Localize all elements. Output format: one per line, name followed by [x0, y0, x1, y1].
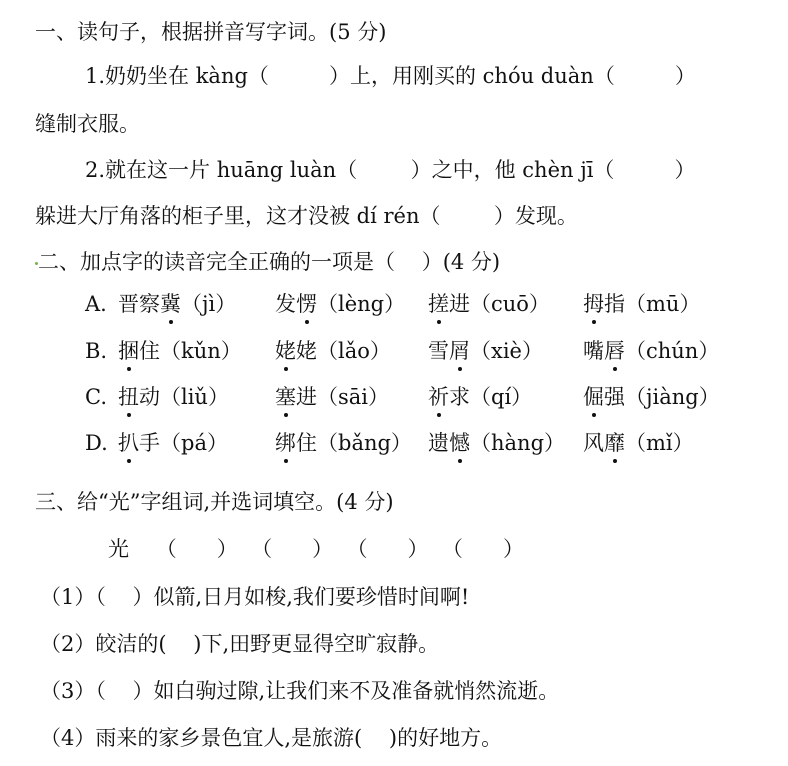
pinyin: （pá）	[160, 431, 228, 455]
option-word	[118, 429, 228, 457]
pinyin: （chún）	[625, 339, 720, 363]
dotted-character: 唇	[604, 339, 625, 363]
word-part: 晋察	[118, 292, 160, 316]
option-word	[583, 429, 694, 457]
question-2-line-1: 2.就在这一片 huāng luàn（ ）之中，他 chèn jī（ ）	[85, 158, 696, 182]
option-word	[275, 383, 389, 411]
option-word	[428, 337, 543, 365]
pinyin: （liǔ）	[160, 385, 229, 409]
question-2-line-2: 躲进大厅角落的柜子里，这才没被 dí rén（ ）发现。	[35, 204, 578, 228]
option-word	[583, 337, 719, 365]
dotted-character: 愣	[296, 292, 317, 316]
word-part: 进	[449, 292, 470, 316]
section-1-title: 一、读句子，根据拼音写字词。(5 分)	[35, 20, 387, 44]
dotted-character: 靡	[604, 431, 625, 455]
word-part: 发	[275, 292, 296, 316]
pinyin: （mū）	[625, 292, 701, 316]
pinyin: （lǎo）	[317, 339, 391, 363]
dotted-character: 祈	[428, 385, 449, 409]
pinyin: （xiè）	[470, 339, 543, 363]
fill-question-1: （1）（ ）似箭,日月如梭,我们要珍惜时间啊!	[40, 585, 470, 609]
option-word	[583, 290, 700, 318]
option-d-label: D.	[85, 431, 108, 455]
dotted-character: 姥	[275, 339, 296, 363]
option-word	[118, 290, 236, 318]
dotted-character: 绑	[275, 431, 296, 455]
word-part: 动	[139, 385, 160, 409]
dotted-character: 拇	[583, 292, 604, 316]
pinyin: （jiàng）	[625, 385, 720, 409]
word-part: 遗	[428, 431, 449, 455]
word-part: 住	[139, 339, 160, 363]
dotted-character: 憾	[449, 431, 470, 455]
option-word	[428, 429, 565, 457]
dotted-character: 扭	[118, 385, 139, 409]
word-part: 雪	[428, 339, 449, 363]
section-3-title: 三、给“光”字组词,并选词填空。(4 分)	[35, 490, 394, 514]
option-c-label: C.	[85, 385, 107, 409]
pinyin: （mǐ）	[625, 431, 694, 455]
question-1-line-1: 1.奶奶坐在 kàng（ ）上，用刚买的 chóu duàn（ ）	[85, 64, 696, 88]
word-part: 进	[296, 385, 317, 409]
dotted-character: 捆	[118, 339, 139, 363]
dotted-character: 塞	[275, 385, 296, 409]
pinyin: （cuō）	[470, 292, 550, 316]
word-part: 强	[604, 385, 625, 409]
word-part: 姥	[296, 339, 317, 363]
pinyin: （qí）	[470, 385, 533, 409]
pinyin: （sāi）	[317, 385, 390, 409]
dotted-character: 扒	[118, 431, 139, 455]
compose-words-line: 光 （ ） （ ） （ ） （ ）	[108, 537, 524, 561]
option-word	[275, 290, 405, 318]
option-word	[275, 429, 412, 457]
section-2-title: 二、加点字的读音完全正确的一项是（ ）(4 分)	[38, 250, 501, 274]
option-word	[118, 337, 242, 365]
fill-question-4: （4）雨来的家乡景色宜人,是旅游( )的好地方。	[40, 726, 503, 750]
word-part: 求	[449, 385, 470, 409]
option-word	[118, 383, 229, 411]
option-b-label: B.	[85, 339, 108, 363]
pinyin: （lèng）	[317, 292, 406, 316]
pinyin: （hàng）	[470, 431, 566, 455]
word-part: 嘴	[583, 339, 604, 363]
question-1-line-2: 缝制衣服。	[35, 112, 140, 136]
option-a-label: A.	[85, 292, 107, 316]
pinyin: （kǔn）	[160, 339, 242, 363]
dotted-character: 搓	[428, 292, 449, 316]
word-part: 手	[139, 431, 160, 455]
option-word	[275, 337, 391, 365]
word-part: 风	[583, 431, 604, 455]
word-part: 指	[604, 292, 625, 316]
option-word	[583, 383, 720, 411]
word-part: 住	[296, 431, 317, 455]
fill-question-2: （2）皎洁的( )下,田野更显得空旷寂静。	[40, 632, 440, 656]
option-word	[428, 290, 550, 318]
fill-question-3: （3）（ ）如白驹过隙,让我们来不及准备就悄然流逝。	[40, 679, 560, 703]
dotted-character: 冀	[160, 292, 181, 316]
dotted-character: 屑	[449, 339, 470, 363]
dotted-character: 倔	[583, 385, 604, 409]
pinyin: （jì）	[181, 292, 237, 316]
pinyin: （bǎng）	[317, 431, 412, 455]
option-word	[428, 383, 532, 411]
